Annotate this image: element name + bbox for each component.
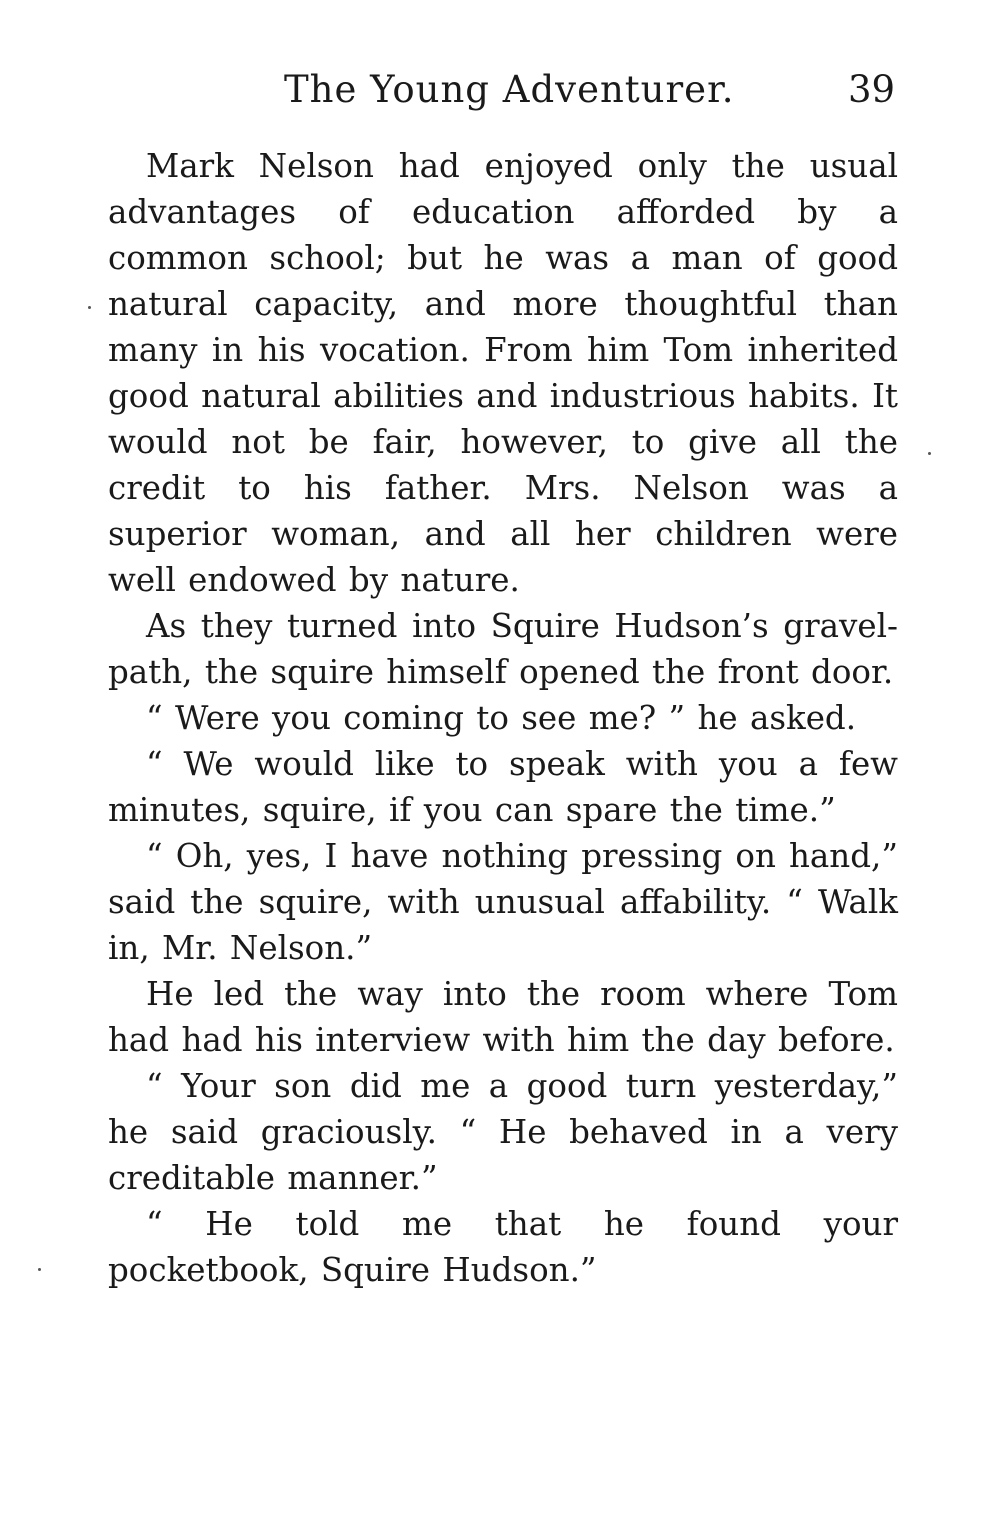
paragraph: “ Your son did me a good turn yesterday,” he said graciously. “ He behaved in a very creditable manner.”: [108, 1067, 898, 1197]
running-title: The Young Adventurer.: [284, 68, 735, 111]
paragraph: Mark Nelson had enjoyed only the usual advantages of education afforded by a common school; but he was a man of good natural capacity, and more thoughtful than many in his vocation. From him Tom inherited good natural abilities and industrious habits. It would not be fair, however, to give all the credit to his father. Mrs. Nelson was a superior woman, and all her children were well endowed by nature.: [108, 147, 898, 599]
body-text: [108, 143, 898, 1293]
print-speck: [88, 306, 91, 309]
paragraph: “ We would like to speak with you a few minutes, squire, if you can spare the time.”: [108, 745, 898, 829]
print-speck: [38, 1268, 41, 1271]
paragraph: As they turned into Squire Hudson’s gravel-path, the squire himself opened the front door.: [108, 607, 898, 691]
paragraph: “ Were you coming to see me? ” he asked.: [146, 699, 857, 737]
paragraph: “ Oh, yes, I have nothing pressing on hand,” said the squire, with unusual affability. “ Walk in, Mr. Nelson.”: [108, 837, 898, 967]
paragraph: “ He told me that he found your pocketbook, Squire Hudson.”: [108, 1205, 898, 1289]
paragraph: He led the way into the room where Tom had had his interview with him the day before.: [108, 975, 898, 1059]
print-speck: [928, 452, 931, 455]
page-number: 39: [848, 68, 896, 111]
